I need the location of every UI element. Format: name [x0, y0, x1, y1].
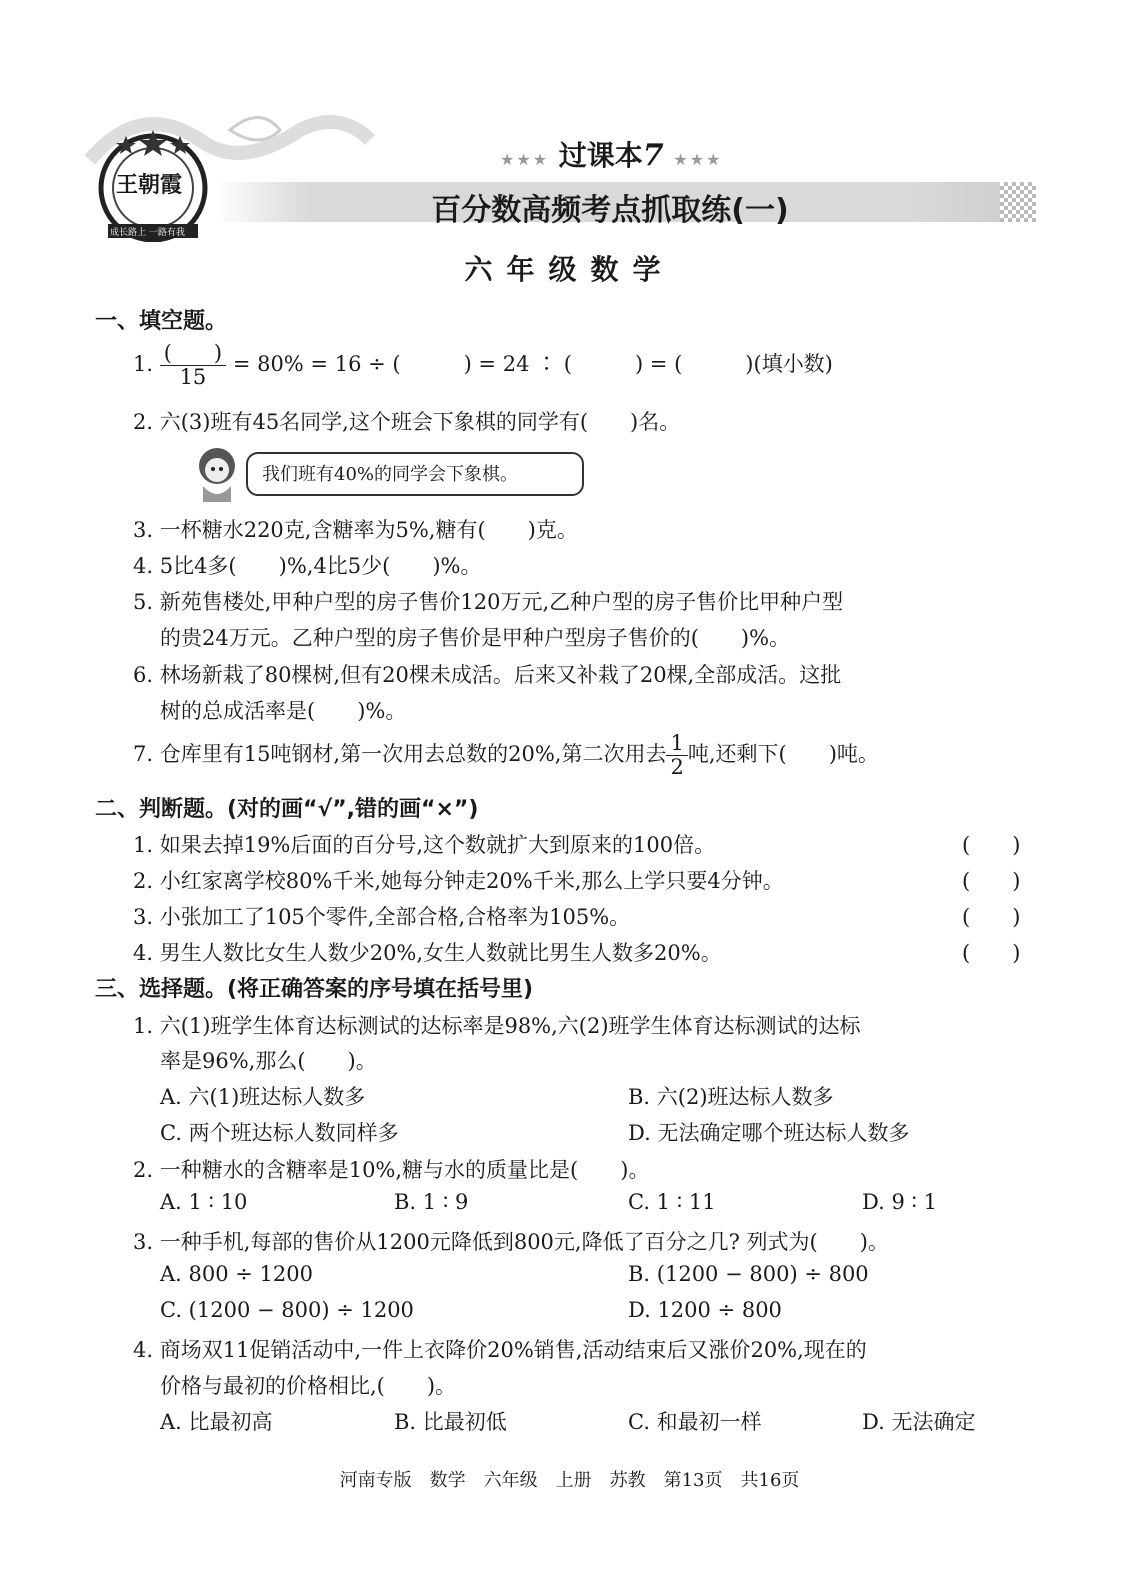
s3-q2-option-d: D. 9 ∶ 1: [862, 1190, 937, 1214]
s2-item-2: 2. 小红家离学校80%千米,她每分钟走20%千米,那么上学只要4分钟。: [133, 869, 784, 893]
q7-text-a: 7. 仓库里有15吨钢材,第一次用去总数的20%,第二次用去: [133, 742, 667, 767]
s2-item-1-answer: ( ): [962, 833, 1021, 857]
s2-item-4: 4. 男生人数比女生人数少20%,女生人数就比男生人数多20%。: [133, 941, 722, 965]
s2-item-3: 3. 小张加工了105个零件,全部合格,合格率为105%。: [133, 905, 631, 929]
s3-q1-option-c: C. 两个班达标人数同样多: [160, 1121, 399, 1145]
s3-q1-option-d: D. 无法确定哪个班达标人数多: [628, 1121, 910, 1145]
s2-item-2-answer: ( ): [962, 869, 1021, 893]
s1-question-3: 3. 一杯糖水220克,含糖率为5%,糖有( )克。: [133, 518, 578, 542]
q1-number: 1.: [133, 352, 154, 377]
checker-decoration: [1000, 182, 1036, 222]
stars-right-icon: ★★★: [673, 150, 723, 169]
banner-text: 过课本: [558, 139, 643, 172]
s1-question-5-line-1: 5. 新苑售楼处,甲种户型的房子售价120万元,乙种户型的房子售价比甲种户型: [133, 590, 844, 614]
q7-fraction: [666, 732, 687, 779]
s3-q4-option-b: B. 比最初低: [394, 1410, 507, 1434]
page-footer: 河南专版 数学 六年级 上册 苏教 第13页 共16页: [339, 1470, 800, 1491]
stars-left-icon: ★★★: [500, 150, 550, 169]
s3-q2-option-c: C. 1 ∶ 11: [628, 1190, 716, 1214]
q7-text-b: 吨,还剩下( )吨。: [687, 742, 879, 767]
s1-question-4: 4. 5比4多( )%,4比5少( )%。: [133, 554, 482, 578]
s2-item-3-answer: ( ): [962, 905, 1021, 929]
banner-label: [500, 134, 722, 174]
s3-question-3: 3. 一种手机,每部的售价从1200元降低到800元,降低了百分之几? 列式为( )。: [133, 1230, 889, 1254]
s3-q4-option-a: A. 比最初高: [160, 1410, 273, 1434]
s1-question-1: [133, 342, 833, 389]
q1-fraction-denominator: 15: [179, 365, 207, 390]
s3-question-4-line-2: 价格与最初的价格相比,( )。: [160, 1374, 457, 1398]
s3-q3-option-b: B. (1200 − 800) ÷ 800: [628, 1262, 869, 1286]
s1-question-5-line-2: 的贵24万元。乙种户型的房子售价是甲种户型房子售价的( )%。: [160, 626, 791, 650]
s1-question-2: 2. 六(3)班有45名同学,这个班会下象棋的同学有( )名。: [133, 410, 681, 434]
s1-question-6-line-1: 6. 林场新栽了80棵树,但有20棵未成活。后来又补栽了20棵,全部成活。这批: [133, 663, 842, 687]
s3-q3-option-c: C. (1200 − 800) ÷ 1200: [160, 1298, 414, 1322]
logo-text: 王朝霞: [116, 172, 183, 198]
s3-question-4-line-1: 4. 商场双11促销活动中,一件上衣降价20%销售,活动结束后又涨价20%,现在的: [133, 1338, 867, 1362]
q1-fraction-numerator: ( ): [160, 342, 226, 366]
section-2-heading: 二、判断题。(对的画“√”,错的画“×”): [95, 797, 479, 822]
s3-q3-option-d: D. 1200 ÷ 800: [628, 1298, 782, 1322]
s2-item-4-answer: ( ): [962, 941, 1021, 965]
s1-question-7: [133, 732, 879, 779]
s3-q2-option-a: A. 1 ∶ 10: [160, 1190, 248, 1214]
s3-q2-option-b: B. 1 ∶ 9: [394, 1190, 469, 1214]
section-3-heading: 三、选择题。(将正确答案的序号填在括号里): [95, 977, 534, 1002]
section-1-heading: 一、填空题。: [95, 309, 228, 334]
q1-fraction: [160, 342, 226, 389]
s3-q4-option-d: D. 无法确定: [862, 1410, 976, 1434]
logo-slogan: 成长路上 一路有我: [110, 228, 185, 238]
s3-question-1-line-1: 1. 六(1)班学生体育达标测试的达标率是98%,六(2)班学生体育达标测试的达标: [133, 1014, 861, 1038]
s3-question-2: 2. 一种糖水的含糖率是10%,糖与水的质量比是( )。: [133, 1158, 650, 1182]
s3-q1-option-b: B. 六(2)班达标人数多: [628, 1085, 834, 1109]
q7-fraction-numerator: 1: [666, 732, 687, 756]
page-title: 百分数高频考点抓取练(一): [431, 193, 789, 228]
girl-cartoon-icon: [193, 446, 243, 502]
q7-fraction-denominator: 2: [670, 755, 684, 780]
page-subtitle: 六年级数学: [464, 253, 675, 286]
s1-question-6-line-2: 树的总成活率是( )%。: [160, 699, 407, 723]
s3-q3-option-a: A. 800 ÷ 1200: [160, 1262, 313, 1286]
speech-bubble-text: 我们班有40%的同学会下象棋。: [262, 464, 519, 485]
s2-item-1: 1. 如果去掉19%后面的百分号,这个数就扩大到原来的100倍。: [133, 833, 716, 857]
s3-q4-option-c: C. 和最初一样: [628, 1410, 762, 1434]
s3-question-1-line-2: 率是96%,那么( )。: [160, 1049, 377, 1073]
q1-rest: = 80% = 16 ÷ ( ) = 24 ∶ ( ) = ( )(填小数): [232, 352, 833, 377]
s3-q1-option-a: A. 六(1)班达标人数多: [160, 1085, 366, 1109]
banner-number: 7: [642, 138, 664, 173]
